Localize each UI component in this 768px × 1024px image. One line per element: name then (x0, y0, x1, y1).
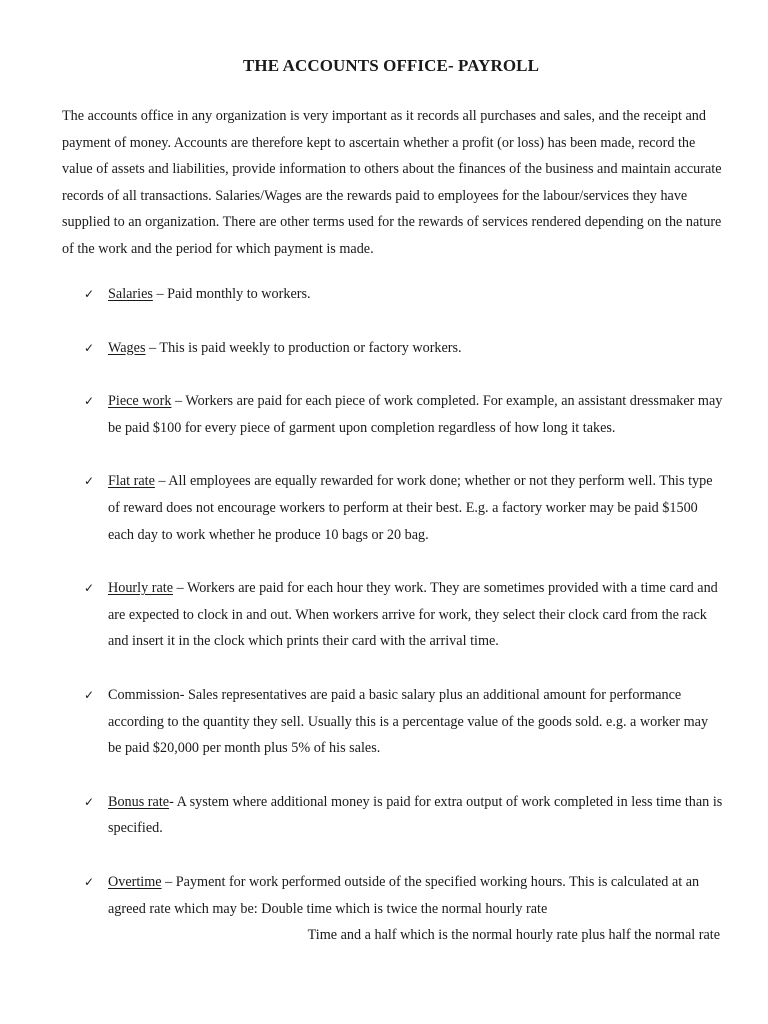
list-item-commission (0, 682, 768, 762)
overtime-extra-line: Time and a half which is the normal hourly rate plus half the normal rate (307, 927, 720, 944)
term-description: - A system where additional money is paid for extra output of work completed in less time than is specified. (108, 793, 723, 837)
term-description: – Paid monthly to workers. (152, 286, 311, 302)
list-item-bonus-rate (0, 789, 768, 842)
term-label: Hourly rate (108, 580, 174, 597)
check-icon: ✓ (84, 794, 95, 809)
term-description: – Workers are paid for each hour they work. They are sometimes provided with a time card and are expected to clock in and out. When workers arrive for work, they select their clock card from the rack and insert it in the clock which prints their card with the arrival time. (108, 580, 718, 650)
check-icon: ✓ (84, 687, 95, 702)
list-item-overtime (0, 869, 768, 949)
term-description: – Workers are paid for each piece of work completed. For example, an assistant dressmaker may be paid $100 for every piece of garment upon completion regardless of how long it takes. (108, 393, 723, 436)
term-description: Commission- Sales representatives are paid a basic salary plus an additional amount for performance according to the quantity they sell. Usually this is a percentage value of the goods sold. e.g. a worker may be paid $20,000 per month plus 5% of his sales. (108, 686, 709, 757)
term-label: Bonus rate (108, 793, 170, 810)
list-item-salaries (0, 281, 768, 308)
term-description: – This is paid weekly to production or factory workers. (145, 339, 462, 356)
payment-types-list (0, 281, 768, 949)
list-item-flat-rate (0, 468, 768, 548)
list-item-piece-work (0, 388, 768, 441)
term-label: Piece work (108, 393, 172, 410)
check-icon: ✓ (84, 874, 95, 889)
term-description: – Payment for work performed outside of the specified working hours. This is calculated at an agreed rate which may be: Double time which is twice the normal hourly rate (108, 873, 700, 917)
check-icon: ✓ (84, 287, 95, 301)
term-label: Flat rate (108, 473, 155, 490)
term-description: – All employees are equally rewarded for work done; whether or not they perform well. This type of reward does not encourage workers to perform at their best. E.g. a factory worker may be paid $1500 each day to work whether he produce 10 bags or 20 bag. (108, 473, 713, 543)
intro-paragraph: The accounts office in any organization is very important as it records all purchases and sales, and the receipt and payment of money. Accounts are therefore kept to ascertain whether a profit (or loss) has been made, record the value of assets and liabilities, provide information to others about the finances of the business and maintain accurate records of all transactions. Salaries/Wages are the rewards paid to employees for the labour/services they have supplied to an organization. There are other terms used for the rewards of services rendered depending on the nature of the work and the period for which payment is made. (62, 108, 722, 257)
check-icon: ✓ (84, 340, 95, 355)
term-label: Wages (108, 339, 146, 356)
term-label: Salaries (108, 286, 153, 302)
term-label: Overtime (108, 873, 162, 890)
check-icon: ✓ (84, 474, 95, 489)
list-item-wages (0, 335, 768, 362)
page-title: THE ACCOUNTS OFFICE- PAYROLL (242, 56, 540, 75)
check-icon: ✓ (84, 394, 95, 409)
list-item-hourly-rate (0, 575, 768, 655)
check-icon: ✓ (84, 581, 95, 596)
